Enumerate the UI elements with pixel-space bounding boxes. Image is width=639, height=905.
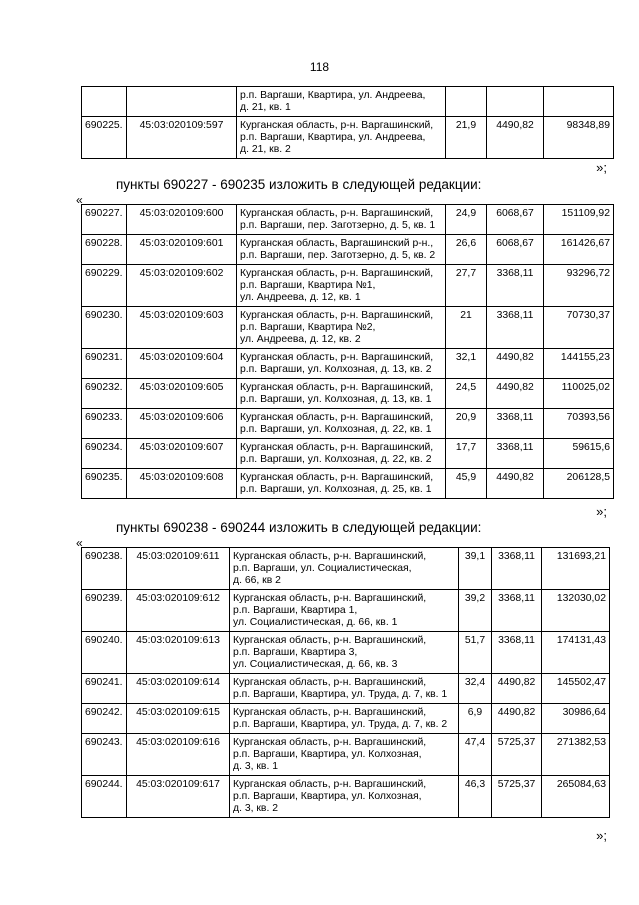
area-cell: 32,4: [459, 674, 492, 704]
address-cell: [237, 205, 446, 235]
cadastral-value-cell: 151109,92: [544, 205, 614, 235]
address-line: Курганская область, р-н. Варгашинский,: [240, 352, 434, 363]
address-line: Курганская область, р-н. Варгашинский,: [240, 268, 434, 279]
cadastral-number-cell: 45:03:020109:604: [127, 349, 237, 379]
area-cell: 47,4: [459, 734, 492, 776]
area-cell: 6,9: [459, 704, 492, 734]
address-line: р.п. Варгаши, ул. Социалистическая,: [233, 563, 412, 574]
item-number-cell: 690227.: [82, 205, 127, 235]
address-line: р.п. Варгаши, ул. Колхозная, д. 13, кв. 1: [240, 394, 432, 405]
rate-cell: 4490,82: [492, 704, 542, 734]
rate-cell: 3368,11: [492, 548, 542, 590]
address-line: ул. Социалистическая, д. 66, кв. 3: [233, 659, 398, 670]
address-line: р.п. Варгаши, Квартира, ул. Труда, д. 7, кв. 1: [233, 689, 448, 700]
address-line: Курганская область, р-н. Варгашинский,: [240, 208, 434, 219]
cadastral-value-cell: 30986,64: [542, 704, 610, 734]
cadastral-number-cell: 45:03:020109:605: [127, 379, 237, 409]
item-number-cell: 690232.: [82, 379, 127, 409]
item-number-cell: 690240.: [82, 632, 127, 674]
item-number-cell: 690231.: [82, 349, 127, 379]
address-line: р.п. Варгаши, ул. Колхозная, д. 22, кв. 2: [240, 454, 432, 465]
cadastral-number-cell: 45:03:020109:613: [127, 632, 230, 674]
cadastral-number-cell: 45:03:020109:616: [127, 734, 230, 776]
rate-cell: 5725,37: [492, 734, 542, 776]
area-cell: [446, 87, 487, 117]
cadastral-number-cell: 45:03:020109:617: [127, 776, 230, 818]
item-number-cell: 690228.: [82, 235, 127, 265]
item-number-cell: 690234.: [82, 439, 127, 469]
address-cell: [230, 548, 459, 590]
address-cell: [237, 307, 446, 349]
address-line: Курганская область, р-н. Варгашинский,: [233, 737, 427, 748]
cadastral-number-cell: 45:03:020109:608: [127, 469, 237, 499]
address-cell: [230, 590, 459, 632]
area-cell: 27,7: [446, 265, 487, 307]
table-row: [82, 235, 614, 265]
cadastral-number-cell: [127, 87, 237, 117]
cadastral-value-cell: 70393,56: [544, 409, 614, 439]
item-number-cell: 690233.: [82, 409, 127, 439]
area-cell: 51,7: [459, 632, 492, 674]
address-cell: [237, 469, 446, 499]
address-cell: [230, 734, 459, 776]
area-cell: 21: [446, 307, 487, 349]
table-row: [82, 439, 614, 469]
cadastral-number-cell: 45:03:020109:615: [127, 704, 230, 734]
cadastral-value-cell: 206128,5: [544, 469, 614, 499]
area-cell: 39,2: [459, 590, 492, 632]
table-row: [82, 409, 614, 439]
address-cell: [230, 704, 459, 734]
address-line: д. 66, кв 2: [233, 575, 281, 586]
area-cell: 46,3: [459, 776, 492, 818]
item-number-cell: [82, 87, 127, 117]
table-row: [82, 632, 610, 674]
rate-cell: 3368,11: [487, 409, 544, 439]
area-cell: 39,1: [459, 548, 492, 590]
rate-cell: 6068,67: [487, 235, 544, 265]
rate-cell: 5725,37: [492, 776, 542, 818]
address-line: ул. Андреева, д. 12, кв. 2: [240, 334, 361, 345]
cadastral-value-cell: 131693,21: [542, 548, 610, 590]
rate-cell: 4490,82: [492, 674, 542, 704]
rate-cell: 4490,82: [487, 349, 544, 379]
area-cell: 32,1: [446, 349, 487, 379]
item-number-cell: 690238.: [82, 548, 127, 590]
rate-cell: 4490,82: [487, 469, 544, 499]
address-cell: [237, 265, 446, 307]
address-line: р.п. Варгаши, Квартира №1,: [240, 280, 376, 291]
rate-cell: 3368,11: [487, 307, 544, 349]
cadastral-value-cell: 110025,02: [544, 379, 614, 409]
item-number-cell: 690242.: [82, 704, 127, 734]
address-cell: [237, 409, 446, 439]
cadastral-number-cell: 45:03:020109:603: [127, 307, 237, 349]
item-number-cell: 690235.: [82, 469, 127, 499]
rate-cell: 6068,67: [487, 205, 544, 235]
cadastral-number-cell: 45:03:020109:611: [127, 548, 230, 590]
address-line: Курганская область, р-н. Варгашинский,: [240, 472, 434, 483]
address-line: р.п. Варгаши, Квартира 3,: [233, 647, 358, 658]
area-cell: 20,9: [446, 409, 487, 439]
rate-cell: 4490,82: [487, 379, 544, 409]
item-number-cell: 690243.: [82, 734, 127, 776]
address-line: ул. Андреева, д. 12, кв. 1: [240, 292, 361, 303]
address-line: д. 21, кв. 2: [240, 144, 291, 155]
address-line: р.п. Варгаши, пер. Заготзерно, д. 5, кв. 2: [240, 250, 436, 261]
opening-quote: «: [76, 193, 83, 207]
table-row: [82, 205, 614, 235]
instruction-paragraph: пункты 690238 - 690244 изложить в следующей редакции:: [116, 520, 482, 535]
rate-cell: 3368,11: [487, 265, 544, 307]
cadastral-number-cell: 45:03:020109:606: [127, 409, 237, 439]
opening-quote: «: [76, 536, 83, 550]
table-row: [82, 117, 614, 159]
table-row: [82, 379, 614, 409]
register-table-690238-690244: [81, 547, 610, 818]
item-number-cell: 690225.: [82, 117, 127, 159]
address-line: Курганская область, р-н. Варгашинский,: [233, 707, 427, 718]
cadastral-number-cell: 45:03:020109:607: [127, 439, 237, 469]
closing-quote: »;: [596, 160, 607, 175]
page-number: 118: [309, 60, 330, 74]
address-line: Курганская область, р-н. Варгашинский,: [233, 635, 427, 646]
address-cell: [237, 349, 446, 379]
cadastral-value-cell: 70730,37: [544, 307, 614, 349]
table-row: [82, 674, 610, 704]
area-cell: 45,9: [446, 469, 487, 499]
address-line: р.п. Варгаши, Квартира, ул. Труда, д. 7, кв. 2: [233, 719, 448, 730]
address-line: д. 21, кв. 1: [240, 102, 291, 113]
address-line: Курганская область, р-н. Варгашинский,: [240, 310, 434, 321]
address-line: Курганская область, р-н. Варгашинский,: [233, 779, 427, 790]
address-line: Курганская область, р-н. Варгашинский,: [233, 551, 427, 562]
cadastral-number-cell: 45:03:020109:614: [127, 674, 230, 704]
cadastral-value-cell: 174131,43: [542, 632, 610, 674]
cadastral-value-cell: 59615,6: [544, 439, 614, 469]
area-cell: 17,7: [446, 439, 487, 469]
cadastral-number-cell: 45:03:020109:600: [127, 205, 237, 235]
cadastral-value-cell: 271382,53: [542, 734, 610, 776]
address-line: р.п. Варгаши, Квартира, ул. Колхозная,: [233, 749, 422, 760]
rate-cell: 3368,11: [487, 439, 544, 469]
table-row: [82, 349, 614, 379]
address-cell: [230, 632, 459, 674]
address-cell: [237, 379, 446, 409]
area-cell: 24,9: [446, 205, 487, 235]
register-table-690227-690235: [81, 204, 614, 499]
address-line: ул. Социалистическая, д. 66, кв. 1: [233, 617, 398, 628]
item-number-cell: 690241.: [82, 674, 127, 704]
address-line: р.п. Варгаши, ул. Колхозная, д. 25, кв. 1: [240, 484, 432, 495]
table-row: [82, 265, 614, 307]
instruction-paragraph: пункты 690227 - 690235 изложить в следующей редакции:: [116, 177, 482, 192]
address-line: р.п. Варгаши, Квартира, ул. Андреева,: [240, 132, 426, 143]
cadastral-value-cell: 93296,72: [544, 265, 614, 307]
address-line: р.п. Варгаши, ул. Колхозная, д. 22, кв. 1: [240, 424, 432, 435]
area-cell: 21,9: [446, 117, 487, 159]
rate-cell: [487, 87, 544, 117]
cadastral-value-cell: 144155,23: [544, 349, 614, 379]
address-line: р.п. Варгаши, пер. Заготзерно, д. 5, кв. 1: [240, 220, 436, 231]
address-cell: [237, 235, 446, 265]
cadastral-number-cell: 45:03:020109:612: [127, 590, 230, 632]
rate-cell: 4490,82: [487, 117, 544, 159]
address-cell: [237, 87, 446, 117]
cadastral-value-cell: [544, 87, 614, 117]
area-cell: 24,5: [446, 379, 487, 409]
table-row: [82, 590, 610, 632]
address-line: р.п. Варгаши, Квартира №2,: [240, 322, 376, 333]
item-number-cell: 690244.: [82, 776, 127, 818]
item-number-cell: 690239.: [82, 590, 127, 632]
table-row: [82, 704, 610, 734]
address-line: р.п. Варгаши, Квартира, ул. Колхозная,: [233, 791, 422, 802]
item-number-cell: 690230.: [82, 307, 127, 349]
address-cell: [237, 117, 446, 159]
address-line: Курганская область, р-н. Варгашинский,: [240, 120, 434, 131]
address-line: р.п. Варгаши, Квартира, ул. Андреева,: [240, 90, 426, 101]
cadastral-value-cell: 145502,47: [542, 674, 610, 704]
closing-quote: »;: [596, 504, 607, 519]
address-cell: [230, 674, 459, 704]
rate-cell: 3368,11: [492, 632, 542, 674]
rate-cell: 3368,11: [492, 590, 542, 632]
address-line: Курганская область, р-н. Варгашинский,: [233, 593, 427, 604]
address-cell: [237, 439, 446, 469]
address-line: д. 3, кв. 1: [233, 761, 279, 772]
address-line: р.п. Варгаши, Квартира 1,: [233, 605, 358, 616]
address-line: Курганская область, р-н. Варгашинский,: [240, 442, 434, 453]
cadastral-value-cell: 98348,89: [544, 117, 614, 159]
closing-quote: »;: [596, 828, 607, 843]
register-table-continuation: [81, 86, 614, 159]
table-row: [82, 307, 614, 349]
cadastral-value-cell: 132030,02: [542, 590, 610, 632]
address-line: Курганская область, Варгашинский р-н.,: [240, 238, 434, 249]
cadastral-value-cell: 161426,67: [544, 235, 614, 265]
cadastral-number-cell: 45:03:020109:602: [127, 265, 237, 307]
table-row: [82, 734, 610, 776]
table-row: [82, 469, 614, 499]
table-row: [82, 776, 610, 818]
table-row: [82, 87, 614, 117]
cadastral-value-cell: 265084,63: [542, 776, 610, 818]
address-cell: [230, 776, 459, 818]
address-line: Курганская область, р-н. Варгашинский,: [240, 412, 434, 423]
item-number-cell: 690229.: [82, 265, 127, 307]
address-line: д. 3, кв. 2: [233, 803, 279, 814]
address-line: р.п. Варгаши, ул. Колхозная, д. 13, кв. 2: [240, 364, 432, 375]
address-line: Курганская область, р-н. Варгашинский,: [240, 382, 434, 393]
area-cell: 26,6: [446, 235, 487, 265]
cadastral-number-cell: 45:03:020109:601: [127, 235, 237, 265]
table-row: [82, 548, 610, 590]
cadastral-number-cell: 45:03:020109:597: [127, 117, 237, 159]
address-line: Курганская область, р-н. Варгашинский,: [233, 677, 427, 688]
